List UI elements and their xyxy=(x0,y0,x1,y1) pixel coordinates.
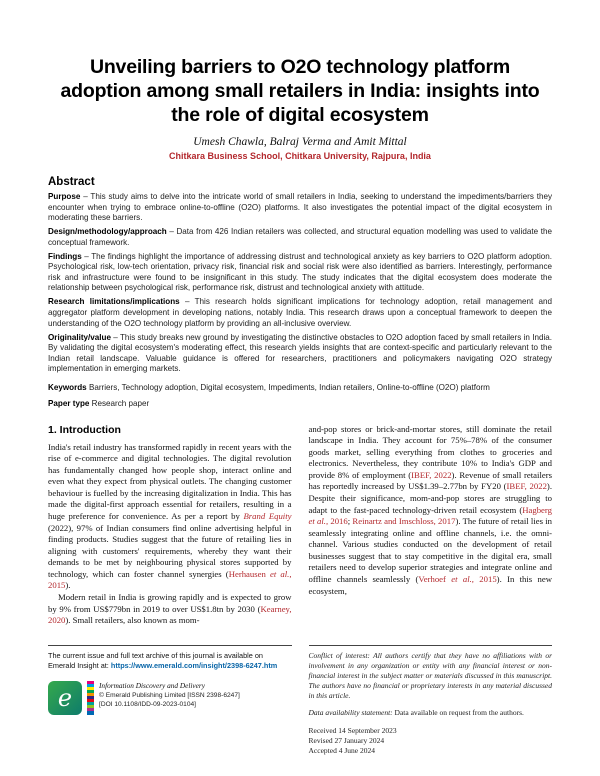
affiliation: Chitkara Business School, Chitkara University, Rajpura, India xyxy=(169,151,431,162)
footer-left xyxy=(48,645,292,715)
abstract-design xyxy=(48,227,552,248)
text-run: and-pop stores or brick-and-mortar stores, still dominate the retail landscape in India. They account for 75%–78% of the consumer goods market, selling everything from clothes to groceries and electronics. Nevertheless, they contribute 10% to India's GDP and provide 8% of employment ( xyxy=(308,423,552,480)
journal-name: Information Discovery and Delivery xyxy=(99,680,205,690)
article-history xyxy=(309,726,553,756)
publisher-block xyxy=(48,681,292,715)
footer-right xyxy=(309,645,553,756)
text-run: ). Despite their significance, mom-and-pop stores are struggling to adapt to the fast-paced technology-driven retail ecosystem ( xyxy=(308,481,552,515)
citation-link[interactable]: Brand Equity xyxy=(243,511,292,521)
abstract-section-label: Purpose xyxy=(48,192,81,202)
citation-link[interactable]: Verhoef xyxy=(418,573,452,584)
keywords-text: Barriers, Technology adoption, Digital ecosystem, Impediments, Indian retailers, Online-to-offline (O2O) platform xyxy=(88,382,490,392)
citation-link[interactable]: IBEF, 2022 xyxy=(506,481,547,492)
text-run: (2022), 97% of Indian consumers find online advertising helpful in finding products. Studies suggest that the future of retailing lies in aligning with customers' requirements, whereby they want their demands to be met by neighbouring physical stores supported by technology, which can foster channel synergies ( xyxy=(48,522,292,579)
abstract-originality xyxy=(48,333,552,375)
abstract-limitations xyxy=(48,297,552,329)
text-run: ; xyxy=(347,516,353,527)
abstract-section-label: Research limitations/implications xyxy=(48,297,180,307)
section-heading-introduction: 1. Introduction xyxy=(48,423,121,436)
abstract-section-text: – This research holds significant implications for technology adoption, retail management and aggregator platform development in developing nations, notably India. This research draws upon a conceptual framework to deepen the understanding of the O2O technology platform by providing an all-inclusive overview. xyxy=(48,297,552,328)
abstract-section xyxy=(48,176,552,409)
text-run: ). xyxy=(65,580,71,591)
text-run: Data availability statement: xyxy=(308,707,393,717)
doi-line: [DOI 10.1108/IDD-09-2023-0104] xyxy=(99,701,197,709)
citation-link[interactable]: IBEF, 2022 xyxy=(411,469,452,480)
abstract-section-label: Design/methodology/approach xyxy=(48,227,167,237)
svg-text:e: e xyxy=(57,683,73,712)
intro-paragraph-2 xyxy=(48,592,292,627)
text-run: ). Small retailers, also known as mom- xyxy=(65,615,200,626)
citation-link[interactable]: et al. xyxy=(451,573,472,584)
right-column xyxy=(309,424,553,627)
citation-link[interactable]: Reinartz and Imschloss, 2017 xyxy=(352,516,456,527)
color-barcode xyxy=(87,681,94,715)
paper-type-line xyxy=(48,399,552,410)
availability-note xyxy=(48,651,292,671)
abstract-section-text: – This study aims to delve into the intricate world of small retailers in India, seeking to understand the impediments/barriers they encounter when trying to embrace online-to-offline (O2O) platforms. It also investigates the potential impact of the digital ecosystem in moderating these barriers. xyxy=(48,192,553,223)
citation-link[interactable]: Kearney, 2020 xyxy=(48,603,292,626)
conflict-of-interest-note: Conflict of interest: All authors certify that they have no affiliations with or involvement in any organization or entity with any financial interest or non-financial interest in the subject matter or materials discussed in this manuscript. The authors have no financial or proprietary interests in any material discussed in this article. xyxy=(308,651,552,700)
abstract-section-label: Findings xyxy=(48,251,82,261)
abstract-heading: Abstract xyxy=(48,176,95,189)
citation-link[interactable]: , 2015 xyxy=(471,573,497,584)
received-date: Received 14 September 2023 xyxy=(308,725,397,735)
two-column-body xyxy=(48,424,552,627)
text-run: ). Revenue of small retailers has reportedly increased by US$1.39–2.77bn by FY20 ( xyxy=(308,469,552,492)
citation-link[interactable]: et al. xyxy=(308,516,326,527)
publisher-line: © Emerald Publishing Limited [ISSN 2398-6247] xyxy=(99,692,240,700)
abstract-section-text: – Data from 426 Indian retailers was collected, and structural equation modelling was used to validate the conceptual framework. xyxy=(48,227,552,247)
abstract-findings xyxy=(48,252,552,294)
intro-paragraph-1 xyxy=(48,442,292,592)
emerald-logo xyxy=(48,681,82,715)
citation-link[interactable]: Hagberg xyxy=(522,504,552,515)
authors: Umesh Chawla, Balraj Verma and Amit Mittal xyxy=(193,136,407,149)
text-run: Data available on request from the authors. xyxy=(392,707,524,717)
citation-link[interactable]: et al. xyxy=(269,568,290,579)
paper-type-text: Research paper xyxy=(91,399,150,409)
text-run: India's retail industry has transformed rapidly in recent years with the rise of e-commerce and digital technologies. The digital revolution has fundamentally changed how people shop, interact online and even what they expect from physical outlets. The changing customer behaviour is fuelled by the increasing digitalization in India. This has made the digital-first approach essential for retailers, resulting in a huge preference for convenience. As per a report by xyxy=(48,441,292,521)
text-run: Modern retail in India is growing rapidly and is expected to grow by 9% from US$779bn in 2019 to over US$1.8tn by 2030 ( xyxy=(48,591,292,614)
intro-paragraph-3 xyxy=(309,424,553,597)
page-footer xyxy=(48,645,552,756)
citation-link[interactable]: , 2015 xyxy=(48,568,292,591)
citation-link[interactable]: , 2016 xyxy=(325,516,348,527)
journal-url-link[interactable]: https://www.emerald.com/insight/2398-6247.htm xyxy=(110,661,278,671)
data-availability-note xyxy=(309,708,553,718)
text-run: ). In this new ecosystem, xyxy=(308,573,552,596)
text-run: ). The future of retail lies in seamlessly integrating online and offline channels, i.e. the omni-channel. Various studies conducted on the development of retail businesses suggest that to stay competitive in the digital era, small retailers need to develop superior strategies and integrate online and offline channels seamlessly ( xyxy=(308,516,552,584)
journal-info xyxy=(99,681,240,710)
abstract-section-text: – The findings highlight the importance of addressing distrust and technological anxiety as key barriers to O2O platform adoption. Psychological risk, low-tech orientation, privacy risk, financial risk and social risk were also identified as barriers. Interestingly, performance risk and infrastructure were found to be insignificant in this study. The study indicates that the digital ecosystem does moderate the relationship between psychological risk, performance risk, distrust and technological anxiety with attitude. xyxy=(48,251,553,293)
abstract-purpose xyxy=(48,192,552,224)
left-column xyxy=(48,424,292,627)
keywords-line xyxy=(48,383,552,394)
text-run: The current issue and full text archive of this journal is available on Emerald Insight at: xyxy=(48,651,263,671)
abstract-section-label: Originality/value xyxy=(48,332,111,342)
paper-type-label: Paper type xyxy=(48,399,90,409)
paper-title: Unveiling barriers to O2O technology platform adoption among small retailers in India: insights into the role of digital ecosystem xyxy=(60,56,540,126)
citation-link[interactable]: Herhausen xyxy=(228,568,270,579)
revised-date: Revised 27 January 2024 xyxy=(308,735,385,745)
abstract-section-text: – This study breaks new ground by investigating the distinctive obstacles to O2O adoption faced by small retailers in India. By validating the digital ecosystem's moderating effect, this research yields insights that are context-specific and particularly relevant to the Indian retail landscape. Valuable guidance is offered for researchers, practitioners and policymakers navigating O2O strategy implementation in emerging markets. xyxy=(48,332,552,374)
keywords-label: Keywords xyxy=(48,382,87,392)
accepted-date: Accepted 4 June 2024 xyxy=(308,745,375,755)
